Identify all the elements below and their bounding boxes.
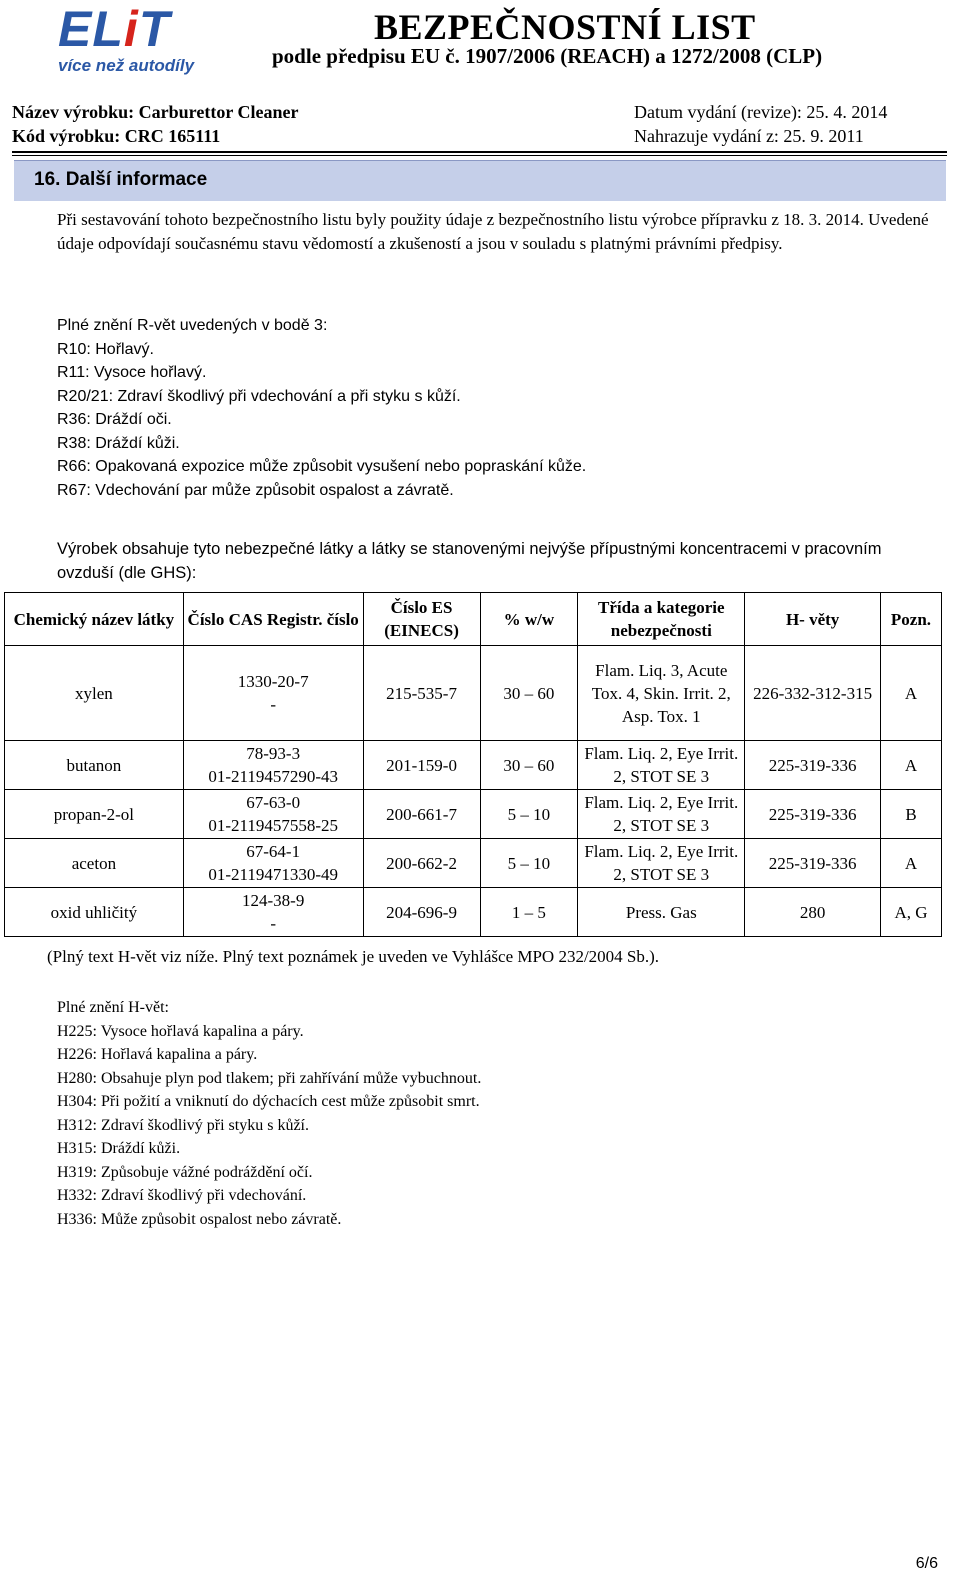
company-logo	[58, 1, 238, 75]
section-header	[14, 160, 946, 201]
table-intro: Výrobek obsahuje tyto nebezpečné látky a látky se stanovenými nejvýše přípustnými koncentracemi v pracovním ovzduší (dle GHS):	[57, 540, 882, 582]
h-phrase: H332: Zdraví škodlivý při vdechování.	[57, 1187, 307, 1204]
r-phrase: R11: Vysoce hořlavý.	[57, 364, 207, 381]
r-phrase: R38: Dráždí kůži.	[57, 434, 180, 452]
cell-h: 225-319-336	[745, 741, 881, 790]
product-code: Kód výrobku: CRC 165111	[12, 126, 221, 146]
h-phrase: H225: Vysoce hořlavá kapalina a páry.	[57, 1022, 304, 1040]
cell-class: Flam. Liq. 2, Eye Irrit. 2, STOT SE 3	[578, 839, 745, 888]
logo-text-el: EL	[58, 1, 124, 57]
registration-number: 01-2119471330-49	[208, 865, 339, 884]
cell-class: Flam. Liq. 3, Acute Tox. 4, Skin. Irrit. 2, Asp. Tox. 1	[578, 646, 745, 741]
cell-note: A, G	[881, 888, 942, 937]
table-row	[5, 646, 942, 741]
col-header-note: Pozn.	[881, 593, 942, 646]
r-phrase: R20/21: Zdraví škodlivý při vdechování a při styku s kůží.	[57, 387, 461, 405]
r-phrase: R36: Dráždí oči.	[57, 411, 172, 428]
page-number: 6/6	[915, 1555, 938, 1572]
h-phrase: H304: Při požití a vniknutí do dýchacích cest může způsobit smrt.	[57, 1093, 480, 1110]
cell-percent: 30 – 60	[480, 646, 578, 741]
cell-class: Press. Gas	[578, 888, 745, 937]
cell-es: 204-696-9	[363, 888, 480, 937]
cell-percent: 5 – 10	[480, 790, 578, 839]
header-rule-thin	[12, 155, 947, 156]
cell-es: 200-661-7	[363, 790, 480, 839]
logo-mark	[58, 1, 238, 57]
cell-class: Flam. Liq. 2, Eye Irrit. 2, STOT SE 3	[578, 790, 745, 839]
document-subtitle: podle předpisu EU č. 1907/2006 (REACH) a 1272/2008 (CLP)	[272, 44, 823, 68]
cell-es: 215-535-7	[363, 646, 480, 741]
cell-name: xylen	[5, 646, 184, 741]
cell-note: B	[881, 790, 942, 839]
h-phrase: H226: Hořlavá kapalina a páry.	[57, 1046, 258, 1063]
h-phrase: H280: Obsahuje plyn pod tlakem; při zahřívání může vybuchnout.	[57, 1069, 482, 1087]
cell-h: 280	[745, 888, 881, 937]
cell-name: propan-2-ol	[5, 790, 184, 839]
cell-cas	[183, 839, 363, 888]
cell-note: A	[881, 646, 942, 741]
cell-h: 225-319-336	[745, 839, 881, 888]
cell-note: A	[881, 741, 942, 790]
cas-number: 1330-20-7	[237, 672, 309, 691]
logo-text-i: i	[123, 1, 139, 57]
issue-date: Datum vydání (revize): 25. 4. 2014	[634, 102, 888, 122]
registration-number: -	[270, 914, 277, 933]
col-header-es: Číslo ES (EINECS)	[363, 593, 480, 646]
cell-h: 225-319-336	[745, 790, 881, 839]
table-header-row	[5, 593, 942, 646]
r-phrase: R67: Vdechování par může způsobit ospalost a závratě.	[57, 481, 454, 499]
cas-number: 67-63-0	[246, 793, 301, 812]
col-header-h: H- věty	[745, 593, 881, 646]
cell-name: butanon	[5, 741, 184, 790]
col-header-cas: Číslo CAS Registr. číslo	[183, 593, 363, 646]
cell-class: Flam. Liq. 2, Eye Irrit. 2, STOT SE 3	[578, 741, 745, 790]
h-phrase: H315: Dráždí kůži.	[57, 1140, 181, 1157]
replaces-date: Nahrazuje vydání z: 25. 9. 2011	[634, 126, 864, 146]
cas-number: 124-38-9	[242, 891, 305, 910]
cas-number: 78-93-3	[246, 744, 301, 763]
section-title: 16. Další informace	[34, 169, 208, 190]
cell-cas	[183, 646, 363, 741]
col-header-percent: % w/w	[480, 593, 578, 646]
section-intro: Při sestavování tohoto bezpečnostního listu byly použity údaje z bezpečnostního listu výrobce přípravku z 18. 3. 2014. Uvedené údaje odpovídají současnému stavu vědomostí a zkušeností a jsou v souladu s platnými právními předpisy.	[57, 210, 929, 253]
cas-number: 67-64-1	[246, 842, 301, 861]
substances-table	[4, 592, 942, 937]
cell-percent: 5 – 10	[480, 839, 578, 888]
cell-h: 226-332-312-315	[745, 646, 881, 741]
cell-note: A	[881, 839, 942, 888]
cell-percent: 30 – 60	[480, 741, 578, 790]
registration-number: 01-2119457290-43	[208, 767, 339, 786]
table-footnote: (Plný text H-vět viz níže. Plný text poznámek je uveden ve Vyhlášce MPO 232/2004 Sb.).	[47, 947, 660, 966]
cell-name: oxid uhličitý	[5, 888, 184, 937]
product-name: Název výrobku: Carburettor Cleaner	[12, 102, 299, 122]
logo-tagline: více než autodíly	[58, 56, 195, 75]
table-row	[5, 839, 942, 888]
h-phrases-block	[57, 996, 481, 1231]
h-phrases-heading: Plné znění H-vět:	[57, 999, 169, 1016]
header-rule-thick	[12, 151, 947, 153]
cell-cas	[183, 790, 363, 839]
table-row	[5, 888, 942, 937]
registration-number: -	[270, 695, 277, 714]
logo-text-t: T	[138, 1, 171, 57]
r-phrase: R66: Opakovaná expozice může způsobit vysušení nebo popraskání kůže.	[57, 458, 587, 475]
col-header-name: Chemický název látky	[5, 593, 184, 646]
cell-es: 201-159-0	[363, 741, 480, 790]
h-phrase: H336: Může způsobit ospalost nebo závratě.	[57, 1210, 342, 1228]
cell-es: 200-662-2	[363, 839, 480, 888]
r-phrase: R10: Hořlavý.	[57, 340, 154, 358]
col-header-class: Třída a kategorie nebezpečnosti	[578, 593, 745, 646]
registration-number: 01-2119457558-25	[208, 816, 339, 835]
h-phrase: H312: Zdraví škodlivý při styku s kůží.	[57, 1116, 309, 1134]
cell-cas	[183, 888, 363, 937]
table-row	[5, 790, 942, 839]
cell-cas	[183, 741, 363, 790]
table-row	[5, 741, 942, 790]
document-title: BEZPEČNOSTNÍ LIST	[374, 7, 756, 47]
h-phrase: H319: Způsobuje vážné podráždění očí.	[57, 1163, 313, 1181]
cell-percent: 1 – 5	[480, 888, 578, 937]
cell-name: aceton	[5, 839, 184, 888]
r-phrases-heading: Plné znění R-vět uvedených v bodě 3:	[57, 317, 328, 334]
r-phrases-block	[57, 314, 586, 502]
